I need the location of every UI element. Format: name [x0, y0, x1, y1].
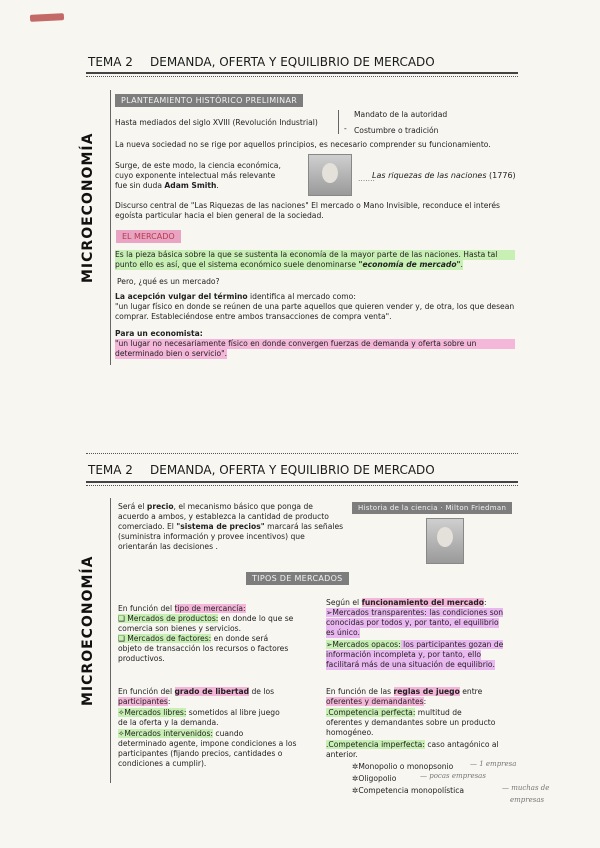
intervenidos-line-4: condiciones a cumplir). — [118, 759, 207, 768]
opacos-line-2: información incompleta y, por tanto, ello — [326, 650, 481, 659]
factores-line-3: productivos. — [118, 654, 165, 663]
page1-sidebar-rule — [110, 90, 111, 365]
precio-line-2: acuerdo a ambos, y establezca la cantidad de producto — [118, 512, 329, 521]
economista-label: Para un economista: — [115, 329, 203, 338]
handwritten-note-2: — pocas empresas — [420, 772, 486, 780]
history-banner: Historia de la ciencia · Milton Friedman — [352, 502, 512, 514]
acepcion-line-3: comprar. Estableciéndose entre ambos transacciones de compra venta". — [115, 312, 392, 321]
riquezas-dots: ....... — [358, 174, 375, 183]
precio-line-1: Será el precio, el mecanismo básico que ponga de — [118, 502, 313, 511]
hasta-line: Hasta mediados del siglo XVIII (Revolución Industrial) — [115, 118, 318, 127]
page2-dotted-rule — [86, 485, 518, 486]
page2-title: DEMANDA, OFERTA Y EQUILIBRIO DE MERCADO — [150, 463, 435, 477]
riquezas-title: Las riquezas de las naciones (1776) — [372, 171, 516, 180]
page1-dotted-rule — [86, 76, 518, 77]
mandato-text: Mandato de la autoridad — [354, 110, 448, 119]
opacos-line-1: ➢Mercados opacos: los participantes gozan de — [326, 640, 504, 649]
funcionamiento-heading: Según el funcionamiento del mercado: — [326, 598, 487, 607]
economista-line-2: determinado bien o servicio". — [115, 349, 228, 358]
pieza-line-1: Es la pieza básica sobre la que se sustenta la economía de la mayor parte de las naciones. Hasta tal — [115, 250, 515, 260]
transparentes-line-3: es único. — [326, 628, 360, 637]
monopolio-item: ✲Monopolio o monopsonio — [352, 762, 454, 771]
page1-tema: TEMA 2 — [88, 55, 133, 69]
reglas-heading-2: oferentes y demandantes: — [326, 697, 427, 706]
precio-line-3: comerciado. El "sistema de precios" marcará las señales — [118, 522, 344, 531]
oligopolio-item: ✲Oligopolio — [352, 774, 397, 783]
friedman-portrait — [426, 518, 464, 564]
tipos-banner: TIPOS DE MERCADOS — [246, 572, 349, 585]
comp-perfecta-line-2: oferentes y demandantes sobre un producto — [326, 718, 496, 727]
acepcion-line-1: La acepción vulgar del término identifica al mercado como: — [115, 292, 356, 301]
adam-smith-name: Adam Smith — [164, 181, 217, 190]
page2-top-dotted-rule — [86, 453, 518, 454]
comp-imperfecta-line-1: .Competencia imperfecta: caso antagónico al — [326, 740, 499, 749]
precio-line-4: (suministra información y provee incentivos) que — [118, 532, 305, 541]
discurso-line-1: Discurso central de "Las Riquezas de las naciones" El mercado o Mano Invisible, reconduce el interés — [115, 201, 500, 210]
intervenidos-line-1: ✧Mercados intervenidos: cuando — [118, 729, 244, 738]
surge-line-3: fue sin duda Adam Smith. — [115, 181, 219, 190]
page2-header — [88, 463, 514, 481]
economista-line-1: "un lugar no necesariamente físico en donde convergen fuerzas de demanda y oferta sobre un — [115, 339, 515, 349]
handwritten-note-1: — 1 empresa — [470, 760, 517, 768]
factores-line-1: ❑ Mercados de factores: en donde será — [118, 634, 269, 643]
acepcion-line-2: "un lugar físico en donde se reúnen de una parte aquellos que quieren vender y, de otra, los que desean — [115, 302, 515, 311]
page2-title-underline — [86, 481, 518, 483]
page1-sidebar-label: MICROECONOMÍA — [80, 132, 96, 283]
transparentes-line-2: conocidas por todos y, por tanto, el equilibrio — [326, 618, 499, 627]
page2-tema: TEMA 2 — [88, 463, 133, 477]
pero-question: Pero, ¿qué es un mercado? — [117, 277, 220, 286]
intervenidos-line-2: determinado agente, impone condiciones a los — [118, 739, 297, 748]
page1-title-underline — [86, 72, 518, 74]
red-ink-mark — [30, 13, 64, 22]
pieza-line-2: punto ello es así, que el sistema económico suele denominarse "economía de mercado". — [115, 260, 463, 269]
adam-smith-portrait — [308, 154, 352, 196]
handwritten-note-4: empresas — [510, 796, 545, 804]
friedman-face — [437, 527, 453, 547]
handwritten-note-3: — muchas de — [502, 784, 550, 792]
comp-imperfecta-line-2: anterior. — [326, 750, 358, 759]
surge-line-1: Surge, de este modo, la ciencia económica, — [115, 161, 281, 170]
costumbre-text: Costumbre o tradición — [354, 126, 439, 135]
libres-line-1: ✧Mercados libres: sometidos al libre juego — [118, 708, 280, 717]
factores-line-2: objeto de transacción los recursos o factores — [118, 644, 289, 653]
brace-line — [338, 110, 339, 134]
discurso-line-2: egoísta particular hacia el bien general de la sociedad. — [115, 211, 324, 220]
productos-line-2: comercia son bienes y servicios. — [118, 624, 242, 633]
portrait-face — [322, 163, 338, 183]
page2-sidebar-rule — [110, 498, 111, 783]
nueva-sociedad-text: La nueva sociedad no se rige por aquellos principios, es necesario comprender su funcionamiento. — [115, 140, 491, 149]
reglas-heading: En función de las reglas de juego entre — [326, 687, 483, 696]
comp-monopolistica-item: ✲Competencia monopolística — [352, 786, 465, 795]
page1-header — [88, 55, 514, 73]
transparentes-line-1: ➢Mercados transparentes: las condiciones son — [326, 608, 504, 617]
productos-line-1: ❑ Mercados de productos: en donde lo que se — [118, 614, 294, 623]
comp-perfecta-line-1: .Competencia perfecta: multitud de — [326, 708, 462, 717]
libertad-heading-2: participantes: — [118, 697, 171, 706]
brace-dash: - — [344, 124, 347, 133]
precio-line-5: orientarán las decisiones . — [118, 542, 218, 551]
mercado-banner: EL MERCADO — [116, 230, 181, 243]
historical-banner: PLANTEAMIENTO HISTÓRICO PRELIMINAR — [115, 94, 303, 107]
comp-perfecta-line-3: homogéneo. — [326, 728, 374, 737]
page2-sidebar-label: MICROECONOMÍA — [80, 555, 96, 706]
precio-word: precio — [146, 502, 174, 511]
opacos-line-3: facilitará más de una situación de equilibrio. — [326, 660, 495, 669]
libres-line-2: de la oferta y la demanda. — [118, 718, 219, 727]
libertad-heading: En función del grado de libertad de los — [118, 687, 275, 696]
page1-title: DEMANDA, OFERTA Y EQUILIBRIO DE MERCADO — [150, 55, 435, 69]
surge-line-2: cuyo exponente intelectual más relevante — [115, 171, 276, 180]
intervenidos-line-3: participantes (fijando precios, cantidades o — [118, 749, 283, 758]
mercancia-heading: En función del tipo de mercancía: — [118, 604, 246, 613]
